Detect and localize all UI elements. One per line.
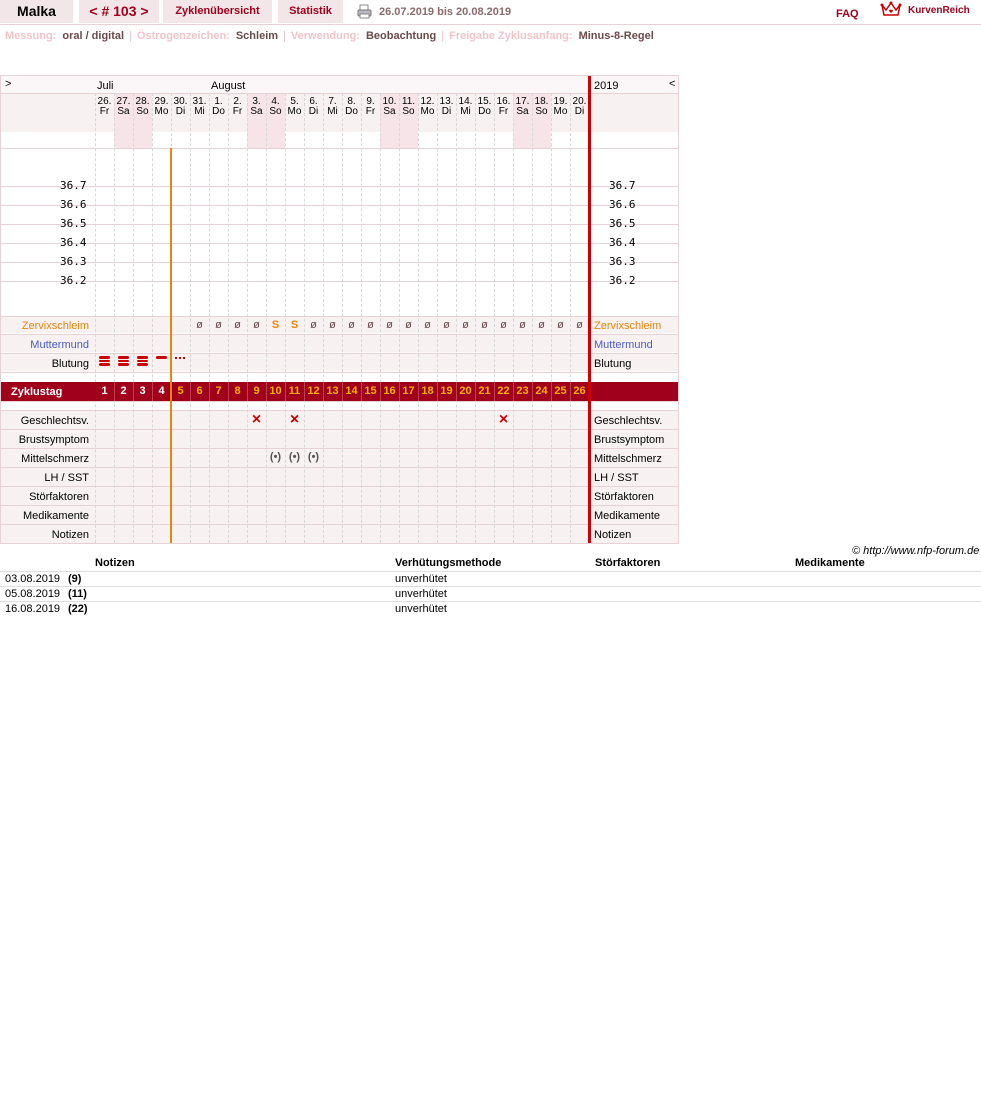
cervix-mark: ø (310, 319, 317, 331)
weekday: Sa (250, 106, 263, 117)
cycle-day-divider (190, 382, 191, 401)
row-label-cervix-right: Zervixschleim (594, 320, 662, 332)
row-background (1, 467, 678, 486)
setting-label-release: Freigabe Zyklusanfang: (449, 30, 573, 42)
grid-line (1, 467, 678, 468)
temp-label-left: 36.3 (60, 255, 87, 268)
day-grid-line (133, 93, 134, 543)
weekday: Mi (327, 106, 338, 117)
weekday: Sa (383, 106, 396, 117)
bleeding-mark (118, 363, 129, 366)
cervix-mark: ø (500, 319, 507, 331)
spotting-mark (175, 357, 177, 359)
cycle-day-number: 10 (269, 385, 282, 397)
cervix-mark: ø (329, 319, 336, 331)
weekday: Sa (516, 106, 529, 117)
day-header (190, 97, 209, 117)
cycle-day-divider (570, 382, 571, 401)
setting-value-measurement: oral / digital (62, 30, 125, 42)
cycle-day-number: 22 (497, 385, 510, 397)
weekday: Fr (365, 106, 376, 117)
month-label-0: Juli (97, 80, 114, 92)
day-number: 6. (309, 96, 318, 107)
weekday: Fr (99, 106, 110, 117)
cycle-day-number: 21 (478, 385, 491, 397)
cervix-mark: ø (405, 319, 412, 331)
weekday: Mi (194, 106, 205, 117)
separator: | (441, 30, 445, 42)
day-header (361, 97, 380, 117)
grid-line (1, 243, 678, 244)
cervix-mark: S (271, 319, 280, 331)
row-cycle-day: (22) (68, 603, 88, 615)
cycle-day-divider (513, 382, 514, 401)
day-header (456, 97, 475, 117)
bleeding-mark (137, 360, 148, 363)
row-label-cycle-day: Zyklustag (11, 386, 63, 398)
day-grid-line (152, 93, 153, 543)
day-header (570, 97, 589, 117)
cycle-day-divider (380, 382, 381, 401)
day-header (304, 97, 323, 117)
cycle-day-divider (361, 382, 362, 401)
row-label-lh-right: LH / SST (594, 472, 639, 484)
cycle-day-number: 24 (535, 385, 548, 397)
weekday: Mo (420, 106, 435, 117)
row-label-lh: LH / SST (44, 472, 89, 484)
temp-label-left: 36.4 (60, 236, 87, 249)
weekday: So (535, 106, 548, 117)
cycle-day-number: 12 (307, 385, 320, 397)
cervix-mark: ø (481, 319, 488, 331)
day-header (513, 97, 532, 117)
day-header (494, 97, 513, 117)
cycle-day-divider (342, 382, 343, 401)
grid-line (1, 410, 678, 411)
grid-line (1, 372, 678, 373)
table-row (0, 571, 981, 587)
cycle-day-number: 5 (177, 385, 184, 397)
grid-line (1, 262, 678, 263)
temp-label-left: 36.6 (60, 198, 87, 211)
top-bar (0, 0, 981, 25)
day-header (171, 97, 190, 117)
row-label-disturb-right: Störfaktoren (594, 491, 654, 503)
day-number: 30. (173, 96, 188, 107)
day-number: 11. (401, 96, 416, 107)
faq-link[interactable]: FAQ (836, 8, 859, 20)
day-header (437, 97, 456, 117)
date-range: 26.07.2019 bis 20.08.2019 (379, 6, 512, 18)
row-background (1, 429, 678, 448)
cycle-day-divider (152, 382, 153, 401)
row-background (1, 524, 678, 543)
weekday: So (136, 106, 149, 117)
day-number: 2. (233, 96, 242, 107)
cervix-mark: ø (443, 319, 450, 331)
grid-line (1, 353, 678, 354)
weekday: Fr (232, 106, 243, 117)
cycle-day-divider (399, 382, 400, 401)
cycle-day-divider (551, 382, 552, 401)
grid-line (1, 224, 678, 225)
cycle-day-divider (532, 382, 533, 401)
day-number: 8. (347, 96, 356, 107)
temp-label-right: 36.7 (609, 179, 636, 192)
crown-heart-icon[interactable] (880, 1, 902, 19)
row-label-breast: Brustsymptom (18, 434, 89, 446)
day-number: 15. (477, 96, 492, 107)
settings-row (5, 30, 654, 42)
row-label-intercourse: Geschlechtsv. (20, 415, 89, 427)
printer-icon[interactable] (357, 4, 372, 19)
weekday: Mo (553, 106, 568, 117)
row-cycle-day: (9) (68, 573, 82, 585)
day-header (209, 97, 228, 117)
cycle-day-number: 3 (139, 385, 146, 397)
day-number: 31. (192, 96, 207, 107)
tab-cycle-overview[interactable]: Zyklenübersicht (163, 0, 272, 23)
row-background (1, 486, 678, 505)
nav-next-button[interactable]: < (669, 78, 676, 90)
temp-label-right: 36.5 (609, 217, 636, 230)
row-background (1, 448, 678, 467)
cycle-day-number: 19 (440, 385, 453, 397)
temp-label-left: 36.2 (60, 274, 87, 287)
day-number: 17. (515, 96, 530, 107)
cervix-mark: ø (462, 319, 469, 331)
day-header (114, 97, 133, 117)
cycle-day-divider (304, 382, 305, 401)
day-header (418, 97, 437, 117)
table-row (0, 586, 981, 602)
cycle-day-number: 18 (421, 385, 434, 397)
column-header-meds: Medikamente (795, 557, 865, 569)
cycle-day-number: 17 (402, 385, 415, 397)
cycle-day-number: 9 (253, 385, 260, 397)
cervix-mark: S (290, 319, 299, 331)
cycle-day-number: 2 (120, 385, 127, 397)
brand-logo-text[interactable]: KurvenReich (908, 5, 970, 16)
tab-statistics[interactable]: Statistik (278, 0, 343, 23)
bleeding-mark (99, 363, 110, 366)
cycle-day-divider (475, 382, 476, 401)
cervix-mark: ø (367, 319, 374, 331)
temp-label-right: 36.4 (609, 236, 636, 249)
day-header (228, 97, 247, 117)
cycle-day-number: 20 (459, 385, 472, 397)
row-label-notes: Notizen (51, 529, 89, 541)
spotting-mark (179, 357, 181, 359)
cervix-mark: ø (538, 319, 545, 331)
cycle-chart (0, 75, 679, 544)
row-label-disturb: Störfaktoren (29, 491, 89, 503)
weekday: Di (441, 106, 452, 117)
day-header (247, 97, 266, 117)
cycle-day-number: 8 (234, 385, 241, 397)
cycle-day-divider (114, 382, 115, 401)
bleeding-mark (99, 356, 110, 359)
separator: | (283, 30, 286, 42)
cervix-mark: ø (424, 319, 431, 331)
midpain-mark: (•) (307, 451, 320, 463)
day-header (532, 97, 551, 117)
cycle-day-divider (323, 382, 324, 401)
day-header (266, 97, 285, 117)
cycle-day-number: 6 (196, 385, 203, 397)
day-number: 27. (116, 96, 131, 107)
row-label-intercourse-right: Geschlechtsv. (594, 415, 663, 427)
cervix-mark: ø (234, 319, 241, 331)
grid-line (1, 448, 678, 449)
column-header-disturb: Störfaktoren (595, 557, 661, 569)
temp-label-left: 36.5 (60, 217, 87, 230)
day-number: 13. (439, 96, 454, 107)
cycle-day-divider (228, 382, 229, 401)
day-header (380, 97, 399, 117)
weekday: Do (345, 106, 358, 117)
weekday: Di (308, 106, 319, 117)
weekday: Mo (287, 106, 302, 117)
setting-label-estrogen: Östrogenzeichen: (136, 30, 230, 42)
row-label-meds-right: Medikamente (594, 510, 661, 522)
intercourse-mark: × (251, 411, 262, 428)
day-number: 20. (572, 96, 587, 107)
grid-line (1, 205, 678, 206)
separator: | (129, 30, 132, 42)
row-cycle-day: (11) (68, 588, 87, 600)
day-number: 7. (328, 96, 337, 107)
user-name: Malka (0, 0, 73, 23)
day-number: 18. (534, 96, 549, 107)
cycle-day-number: 16 (383, 385, 396, 397)
day-header (95, 97, 114, 117)
setting-value-usage: Beobachtung (365, 30, 437, 42)
cycle-day-divider (285, 382, 286, 401)
column-header-notes: Notizen (95, 557, 135, 569)
weekday: So (402, 106, 415, 117)
cervix-mark: ø (519, 319, 526, 331)
day-header (285, 97, 304, 117)
midpain-mark: (•) (288, 451, 301, 463)
cycle-day-number: 23 (516, 385, 529, 397)
cycle-day-divider (133, 382, 134, 401)
day-number: 12. (420, 96, 435, 107)
grid-line (1, 186, 678, 187)
grid-line (1, 505, 678, 506)
day-header (342, 97, 361, 117)
month-label-1: August (211, 80, 246, 92)
day-number: 3. (252, 96, 261, 107)
day-header (133, 97, 152, 117)
bleeding-mark (137, 356, 148, 359)
table-row (0, 601, 981, 617)
day-number: 16. (496, 96, 511, 107)
nav-prev-button[interactable]: > (5, 78, 12, 90)
day-number: 1. (214, 96, 223, 107)
cycle-day-number: 26 (573, 385, 586, 397)
cycle-day-number: 7 (215, 385, 222, 397)
bleeding-mark (156, 356, 167, 359)
row-date: 03.08.2019 (5, 573, 61, 585)
cycle-day-divider (456, 382, 457, 401)
day-number: 14. (458, 96, 473, 107)
weekday: Sa (117, 106, 130, 117)
day-grid-line (114, 93, 115, 543)
day-header (399, 97, 418, 117)
temp-label-right: 36.2 (609, 274, 636, 287)
grid-line (1, 401, 678, 402)
row-method: unverhütet (395, 603, 447, 615)
day-grid-line (95, 93, 96, 543)
copyright: © http://www.nfp-forum.de (852, 545, 980, 557)
row-label-breast-right: Brustsymptom (594, 434, 665, 446)
weekday: Mi (460, 106, 471, 117)
day-number: 10. (382, 96, 397, 107)
setting-label-usage: Verwendung: (290, 30, 360, 42)
bleeding-mark (118, 360, 129, 363)
cervix-mark: ø (557, 319, 564, 331)
grid-line (1, 429, 678, 430)
cycle-day-number: 14 (345, 385, 358, 397)
setting-label-measurement: Messung: (5, 30, 57, 42)
cycle-day-number: 1 (101, 385, 108, 397)
bleeding-mark (118, 356, 129, 359)
cervix-mark: ø (348, 319, 355, 331)
row-label-cervix-pos-right: Muttermund (594, 339, 653, 351)
intercourse-mark: × (498, 411, 509, 428)
row-date: 16.08.2019 (5, 603, 61, 615)
setting-value-release: Minus-8-Regel (578, 30, 654, 42)
year-label: 2019 (594, 80, 619, 92)
spotting-mark (183, 357, 185, 359)
today-line (588, 76, 591, 543)
temp-label-right: 36.6 (609, 198, 636, 211)
grid-line (1, 524, 678, 525)
cycle-day-divider (247, 382, 248, 401)
cycle-start-line (170, 148, 172, 543)
row-label-midpain-right: Mittelschmerz (594, 453, 662, 465)
weekday: Do (478, 106, 491, 117)
grid-line (1, 148, 678, 149)
cycle-day-divider (437, 382, 438, 401)
day-header (475, 97, 494, 117)
cervix-mark: ø (576, 319, 583, 331)
row-background (1, 334, 678, 352)
temp-label-right: 36.3 (609, 255, 636, 268)
day-number: 29. (154, 96, 169, 107)
cervix-mark: ø (215, 319, 222, 331)
intercourse-mark: × (289, 411, 300, 428)
row-background (1, 505, 678, 524)
day-number: 4. (271, 96, 280, 107)
row-label-midpain: Mittelschmerz (21, 453, 89, 465)
setting-value-estrogen: Schleim (235, 30, 279, 42)
bleeding-mark (99, 360, 110, 363)
grid-line (1, 486, 678, 487)
day-number: 5. (290, 96, 299, 107)
day-header (323, 97, 342, 117)
weekday: So (269, 106, 282, 117)
bleeding-mark (137, 363, 148, 366)
row-method: unverhütet (395, 588, 447, 600)
midpain-mark: (•) (269, 451, 282, 463)
row-label-cervix-pos: Muttermund (30, 339, 89, 351)
weekday: Di (175, 106, 186, 117)
day-header (152, 97, 171, 117)
cycle-day-number: 4 (158, 385, 165, 397)
cycle-day-number: 11 (288, 385, 301, 397)
day-number: 9. (366, 96, 375, 107)
cycle-day-number: 13 (326, 385, 339, 397)
column-header-method: Verhütungsmethode (395, 557, 502, 569)
day-number: 26. (97, 96, 112, 107)
cycle-day-number: 25 (554, 385, 567, 397)
row-date: 05.08.2019 (5, 588, 61, 600)
cycle-navigator[interactable]: < # 103 > (79, 0, 159, 23)
cycle-day-number: 15 (364, 385, 377, 397)
day-number: 19. (553, 96, 568, 107)
row-background (1, 410, 678, 429)
row-method: unverhütet (395, 573, 447, 585)
temp-label-left: 36.7 (60, 179, 87, 192)
cycle-day-divider (418, 382, 419, 401)
cervix-mark: ø (386, 319, 393, 331)
row-label-bleeding: Blutung (51, 358, 89, 370)
row-label-bleeding-right: Blutung (594, 358, 632, 370)
cycle-day-divider (209, 382, 210, 401)
weekday: Do (212, 106, 225, 117)
row-label-meds: Medikamente (22, 510, 89, 522)
row-label-notes-right: Notizen (594, 529, 632, 541)
cycle-day-divider (494, 382, 495, 401)
day-number: 28. (135, 96, 150, 107)
grid-line (1, 93, 678, 94)
day-header (551, 97, 570, 117)
cervix-mark: ø (253, 319, 260, 331)
grid-line (1, 281, 678, 282)
weekday: Mo (154, 106, 169, 117)
cycle-day-divider (266, 382, 267, 401)
row-label-cervix: Zervixschleim (21, 320, 89, 332)
weekday: Di (574, 106, 585, 117)
cervix-mark: ø (196, 319, 203, 331)
weekday: Fr (498, 106, 509, 117)
